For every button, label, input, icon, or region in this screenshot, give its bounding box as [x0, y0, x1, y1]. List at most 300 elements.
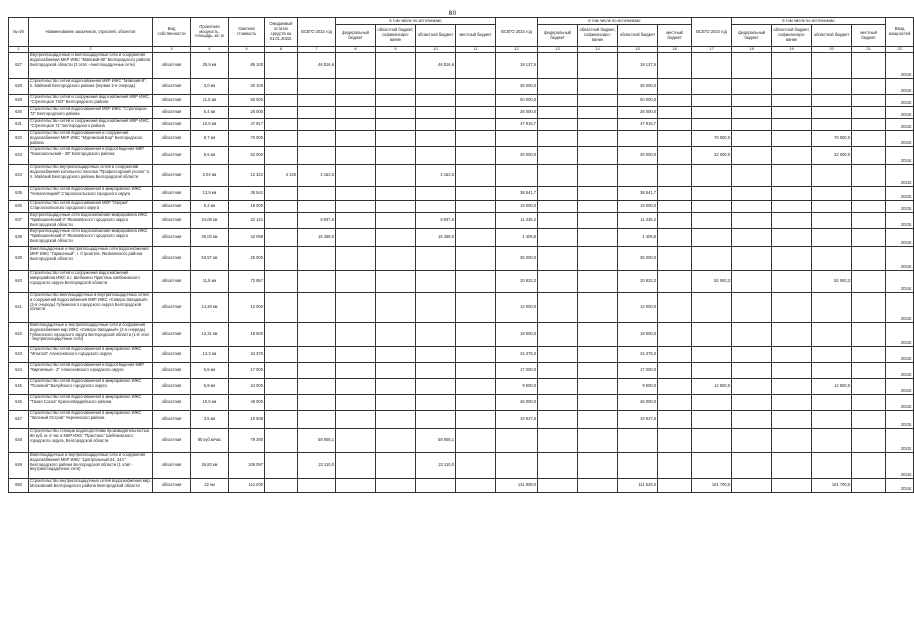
completion-cell: 2023г.	[886, 213, 914, 229]
row-number: 650	[9, 479, 29, 493]
total-2024-cell	[692, 229, 732, 247]
ownership-cell: областная	[153, 271, 191, 293]
completion-cell: 2023г.	[886, 411, 914, 429]
row-number: 631	[9, 119, 29, 131]
local-2024-cell	[852, 187, 886, 201]
column-number: 1	[9, 47, 29, 53]
local-2023-cell	[658, 147, 692, 165]
regional-cofin-2023-cell	[578, 131, 618, 147]
object-name: Строительство сетей водоснабжения в микрорайоне ИЖС "Тихая Сосна" Красногвардейского района	[29, 395, 153, 411]
federal-2024-cell	[732, 293, 772, 323]
row-number: 641	[9, 293, 29, 323]
row-number: 638	[9, 229, 29, 247]
header-no: № п/п	[9, 18, 29, 47]
regional-cofin-2024-cell	[772, 165, 812, 187]
regional-cofin-2024-cell	[772, 213, 812, 229]
row-number: 636	[9, 201, 29, 213]
federal-2024-cell	[732, 53, 772, 79]
regional-2023-cell: 18 500,0	[618, 323, 658, 347]
federal-2023-cell	[538, 453, 578, 479]
local-2022-cell	[456, 363, 496, 379]
object-name: Строительство сетей водоснабжения в микрорайоне ИЖС "Зеленый Остров" Чернянского района	[29, 411, 153, 429]
table-row	[9, 95, 914, 107]
regional-2024-cell	[812, 213, 852, 229]
local-2023-cell	[658, 453, 692, 479]
federal-2023-cell	[538, 119, 578, 131]
row-number: 646	[9, 395, 29, 411]
balance-cell	[265, 187, 298, 201]
row-number: 647	[9, 411, 29, 429]
local-2023-cell	[658, 379, 692, 395]
balance-cell	[265, 107, 298, 119]
federal-2023-cell	[538, 131, 578, 147]
total-2023-cell: 25 000,0	[496, 107, 538, 119]
federal-2023-cell	[538, 429, 578, 453]
object-name: Строительство сетей водоснабжения МКР ИЖС "Стрелецкое 72" Белгородского района	[29, 107, 153, 119]
object-name: Внутриплощадочные и внеплощадочные сети и сооружения водоснабжения МКР ИЖС "Майский-80" Белгородского района Белгородской области (3 этап - внеплощадочные сети)	[29, 53, 153, 79]
regional-2022-cell	[416, 363, 456, 379]
cost-cell: 12 322	[229, 165, 265, 187]
table-row	[9, 131, 914, 147]
local-2023-cell	[658, 79, 692, 95]
header-federal-2024: федеральный бюджет	[732, 25, 772, 47]
regional-cofin-2023-cell	[578, 453, 618, 479]
capacity-cell: 3,0 км	[191, 79, 229, 95]
completion-cell: 2023г.	[886, 95, 914, 107]
total-2023-cell: 18 127,6	[496, 53, 538, 79]
regional-2022-cell	[416, 147, 456, 165]
total-2024-cell	[692, 429, 732, 453]
header-total-2023: ВСЕГО 2023 год	[496, 18, 538, 47]
table-row	[9, 201, 914, 213]
regional-2024-cell	[812, 53, 852, 79]
local-2022-cell	[456, 395, 496, 411]
regional-cofin-2022-cell	[376, 453, 416, 479]
total-2024-cell	[692, 213, 732, 229]
header-name: Наименование заказчиков, отраслей, объектов	[29, 18, 153, 47]
federal-2024-cell	[732, 247, 772, 271]
row-number: 632	[9, 131, 29, 147]
cost-cell: 24 000	[229, 379, 265, 395]
regional-cofin-2022-cell	[376, 363, 416, 379]
federal-2023-cell	[538, 213, 578, 229]
row-number: 628	[9, 79, 29, 95]
balance-cell	[265, 429, 298, 453]
federal-2024-cell	[732, 363, 772, 379]
total-2024-cell	[692, 347, 732, 363]
local-2022-cell	[456, 165, 496, 187]
completion-cell: 2023г.	[886, 247, 914, 271]
regional-cofin-2024-cell	[772, 363, 812, 379]
balance-cell	[265, 293, 298, 323]
investment-program-table	[8, 17, 914, 493]
header-completion: Ввод мощностей	[886, 18, 914, 47]
object-name: Внеплощадочные и внутриплощадочные сети и сооружения водоснабжения МКР ИЖС "Центральный-24, 24А" Белгородского района Белгородской области (1 этап - внутриплощадочные сети)	[29, 453, 153, 479]
table-row	[9, 165, 914, 187]
total-2022-cell	[298, 119, 336, 131]
row-number: 634	[9, 165, 29, 187]
cost-cell: 42 098	[229, 229, 265, 247]
regional-cofin-2022-cell	[376, 213, 416, 229]
local-2024-cell	[852, 395, 886, 411]
table-row	[9, 479, 914, 493]
completion-cell: 2023г.	[886, 201, 914, 213]
regional-2022-cell	[416, 271, 456, 293]
header-balance: Ожидаемый остаток средств на 01.01.2022г.	[265, 18, 298, 47]
ownership-cell: областная	[153, 95, 191, 107]
capacity-cell: 80 куб.м/час	[191, 429, 229, 453]
regional-cofin-2022-cell	[376, 187, 416, 201]
total-2024-cell	[692, 293, 732, 323]
ownership-cell: областная	[153, 131, 191, 147]
local-2024-cell	[852, 363, 886, 379]
local-2022-cell	[456, 131, 496, 147]
regional-2023-cell: 46 000,0	[618, 395, 658, 411]
header-local-2022: местный бюджет	[456, 25, 496, 47]
object-name: Внутриплощадочные сети водоснабжения микрорайона ИЖС "Кривошеевский-3" Яковлевского городского округа Белгородской области	[29, 213, 153, 229]
cost-cell: 22 121	[229, 213, 265, 229]
regional-cofin-2023-cell	[578, 363, 618, 379]
ownership-cell: областная	[153, 147, 191, 165]
completion-cell: 2023г.	[886, 323, 914, 347]
regional-2022-cell	[416, 395, 456, 411]
federal-2022-cell	[336, 147, 376, 165]
regional-2024-cell: 52 083,3	[812, 271, 852, 293]
regional-cofin-2023-cell	[578, 229, 618, 247]
local-2022-cell	[456, 323, 496, 347]
regional-2024-cell	[812, 347, 852, 363]
completion-cell: 2023г.	[886, 79, 914, 95]
completion-cell: 2023г.	[886, 347, 914, 363]
balance-cell	[265, 453, 298, 479]
regional-cofin-2023-cell	[578, 107, 618, 119]
regional-cofin-2024-cell	[772, 395, 812, 411]
local-2024-cell	[852, 95, 886, 107]
federal-2023-cell	[538, 411, 578, 429]
regional-2024-cell	[812, 201, 852, 213]
local-2022-cell	[456, 247, 496, 271]
regional-2024-cell	[812, 119, 852, 131]
total-2022-cell	[298, 147, 336, 165]
regional-cofin-2022-cell	[376, 229, 416, 247]
regional-2022-cell	[416, 379, 456, 395]
local-2024-cell	[852, 213, 886, 229]
capacity-cell: 6,9 км	[191, 379, 229, 395]
header-total-2022: ВСЕГО 2022 год	[298, 18, 336, 47]
page-number: 80	[448, 10, 457, 17]
federal-2023-cell	[538, 247, 578, 271]
regional-2024-cell: 14 500,0	[812, 379, 852, 395]
balance-cell	[265, 379, 298, 395]
regional-cofin-2024-cell	[772, 229, 812, 247]
regional-2023-cell: 19 000,0	[618, 201, 658, 213]
regional-2023-cell: 111 520,0	[618, 479, 658, 493]
regional-2022-cell	[416, 119, 456, 131]
header-regional-cofin-2024: областной бюджет, софинансиро-вание	[772, 25, 812, 47]
row-number: 644	[9, 363, 29, 379]
regional-2022-cell: 59 908,1	[416, 429, 456, 453]
total-2023-cell: 9 500,0	[496, 379, 538, 395]
local-2022-cell	[456, 53, 496, 79]
federal-2023-cell	[538, 363, 578, 379]
total-2022-cell	[298, 293, 336, 323]
local-2024-cell	[852, 53, 886, 79]
regional-2023-cell: 12 000,0	[618, 293, 658, 323]
local-2023-cell	[658, 479, 692, 493]
total-2023-cell: 50 000,0	[496, 95, 538, 107]
regional-2024-cell	[812, 453, 852, 479]
total-2023-cell	[496, 453, 538, 479]
regional-cofin-2023-cell	[578, 247, 618, 271]
federal-2022-cell	[336, 119, 376, 131]
regional-2022-cell	[416, 479, 456, 493]
federal-2022-cell	[336, 165, 376, 187]
header-sources-2023: в том числе по источникам:	[538, 18, 692, 25]
object-name: Строительство внеплощадочных и внутриплощадочных сетей и сооружений водоснабжения МКР ИЖС «Северо-Западный» (2-я очередь) Губкинского городского округа Белгородской области	[29, 293, 153, 323]
local-2022-cell	[456, 379, 496, 395]
regional-2024-cell	[812, 95, 852, 107]
balance-cell	[265, 229, 298, 247]
regional-2024-cell	[812, 411, 852, 429]
total-2024-cell: 70 000,0	[692, 131, 732, 147]
regional-2023-cell: 38 541,7	[618, 187, 658, 201]
capacity-cell: 14,28 км	[191, 293, 229, 323]
completion-cell: 2023г.	[886, 293, 914, 323]
ownership-cell: областная	[153, 429, 191, 453]
federal-2022-cell	[336, 271, 376, 293]
regional-2022-cell	[416, 95, 456, 107]
object-name: Строительство внутриплощадочных сетей и сооружений водоснабжения котельного поселка "Профессорский уголок" в п. Майский Белгородского района Белгородской области	[29, 165, 153, 187]
header-cost: Сметная стоимость	[229, 18, 265, 47]
federal-2023-cell	[538, 479, 578, 493]
table-row	[9, 271, 914, 293]
object-name: Строительство сетей водоснабжения и сооружений водоснабжения МКР ИЖС "Муромский Бор" Белгородского района	[29, 131, 153, 147]
ownership-cell: областная	[153, 165, 191, 187]
local-2022-cell	[456, 119, 496, 131]
row-number: 645	[9, 379, 29, 395]
regional-2022-cell: 4 163,5	[416, 165, 456, 187]
balance-cell	[265, 247, 298, 271]
local-2023-cell	[658, 395, 692, 411]
federal-2024-cell	[732, 379, 772, 395]
capacity-cell: 9,5 км	[191, 147, 229, 165]
federal-2023-cell	[538, 379, 578, 395]
regional-2024-cell	[812, 323, 852, 347]
federal-2024-cell	[732, 147, 772, 165]
federal-2024-cell	[732, 165, 772, 187]
regional-2024-cell	[812, 293, 852, 323]
regional-cofin-2024-cell	[772, 429, 812, 453]
regional-cofin-2023-cell	[578, 165, 618, 187]
cost-cell: 10 938	[229, 411, 265, 429]
regional-cofin-2023-cell	[578, 429, 618, 453]
regional-2024-cell	[812, 165, 852, 187]
header-federal-2022: федеральный бюджет	[336, 25, 376, 47]
cost-cell: 12 000	[229, 293, 265, 323]
local-2022-cell	[456, 347, 496, 363]
object-name: Внеплощадочные и внутриплощадочные сети и сооружения водоснабжения мкр ИЖС «Северо-Западный» (2-я очередь) Губкинского городского округа Белгородской области (1-й этап - внутриплощадочные сети)	[29, 323, 153, 347]
row-number: 649	[9, 453, 29, 479]
total-2024-cell	[692, 247, 732, 271]
regional-cofin-2022-cell	[376, 201, 416, 213]
balance-cell	[265, 79, 298, 95]
total-2022-cell	[298, 379, 336, 395]
federal-2023-cell	[538, 347, 578, 363]
regional-cofin-2024-cell	[772, 187, 812, 201]
balance-cell	[265, 479, 298, 493]
regional-2024-cell	[812, 79, 852, 95]
ownership-cell: областная	[153, 201, 191, 213]
table-row	[9, 187, 914, 201]
ownership-cell: областная	[153, 187, 191, 201]
total-2022-cell	[298, 95, 336, 107]
completion-cell: 2023г.	[886, 395, 914, 411]
federal-2023-cell	[538, 53, 578, 79]
federal-2023-cell	[538, 201, 578, 213]
federal-2024-cell	[732, 131, 772, 147]
cost-cell: 46 000	[229, 395, 265, 411]
regional-cofin-2024-cell	[772, 79, 812, 95]
row-number: 633	[9, 147, 29, 165]
total-2024-cell	[692, 53, 732, 79]
column-number: 17	[692, 47, 732, 53]
federal-2022-cell	[336, 293, 376, 323]
regional-cofin-2024-cell	[772, 131, 812, 147]
regional-2024-cell	[812, 107, 852, 119]
row-number: 637	[9, 213, 29, 229]
column-number: 11	[456, 47, 496, 53]
regional-cofin-2023-cell	[578, 411, 618, 429]
completion-cell: 2024г.	[886, 271, 914, 293]
local-2024-cell	[852, 247, 886, 271]
cost-cell: 72 957	[229, 271, 265, 293]
cost-cell: 50 000	[229, 95, 265, 107]
federal-2022-cell	[336, 453, 376, 479]
capacity-cell: 11,5 км	[191, 95, 229, 107]
federal-2023-cell	[538, 271, 578, 293]
regional-cofin-2022-cell	[376, 53, 416, 79]
regional-cofin-2024-cell	[772, 147, 812, 165]
local-2022-cell	[456, 213, 496, 229]
local-2023-cell	[658, 213, 692, 229]
row-number: 640	[9, 271, 29, 293]
cost-cell: 25 000	[229, 107, 265, 119]
regional-cofin-2023-cell	[578, 323, 618, 347]
total-2024-cell: 14 500,0	[692, 379, 732, 395]
local-2023-cell	[658, 347, 692, 363]
ownership-cell: областная	[153, 363, 191, 379]
regional-cofin-2023-cell	[578, 53, 618, 79]
local-2024-cell	[852, 165, 886, 187]
total-2022-cell: 22 110,0	[298, 453, 336, 479]
total-2024-cell	[692, 187, 732, 201]
federal-2024-cell	[732, 479, 772, 493]
total-2023-cell: 131 908,0	[496, 479, 538, 493]
federal-2024-cell	[732, 347, 772, 363]
capacity-cell: 13,31 км	[191, 323, 229, 347]
federal-2023-cell	[538, 107, 578, 119]
object-name: Строительство сетей водоснабжения в микрорайоне ИЖС "Новоселецкий" Старооскольского городского округа	[29, 187, 153, 201]
total-2023-cell: 47 916,7	[496, 119, 538, 131]
total-2023-cell: 38 541,7	[496, 187, 538, 201]
regional-2022-cell: 16 258,0	[416, 229, 456, 247]
federal-2022-cell	[336, 429, 376, 453]
capacity-cell: 10,6 км	[191, 395, 229, 411]
local-2022-cell	[456, 79, 496, 95]
federal-2022-cell	[336, 229, 376, 247]
regional-2022-cell	[416, 131, 456, 147]
regional-2023-cell: 25 000,0	[618, 107, 658, 119]
table-row	[9, 247, 914, 271]
regional-2022-cell	[416, 247, 456, 271]
regional-cofin-2024-cell	[772, 53, 812, 79]
regional-cofin-2022-cell	[376, 323, 416, 347]
total-2024-cell	[692, 165, 732, 187]
federal-2024-cell	[732, 79, 772, 95]
regional-cofin-2022-cell	[376, 147, 416, 165]
capacity-cell: 6,5 км	[191, 363, 229, 379]
total-2023-cell: 20 833,3	[496, 271, 538, 293]
regional-cofin-2024-cell	[772, 119, 812, 131]
column-number: 21	[852, 47, 886, 53]
regional-cofin-2022-cell	[376, 131, 416, 147]
local-2022-cell	[456, 411, 496, 429]
total-2024-cell	[692, 119, 732, 131]
capacity-cell: 53,57 км	[191, 247, 229, 271]
ownership-cell: областная	[153, 229, 191, 247]
local-2024-cell	[852, 293, 886, 323]
regional-2022-cell	[416, 107, 456, 119]
regional-cofin-2023-cell	[578, 213, 618, 229]
regional-2023-cell: 25 000,0	[618, 247, 658, 271]
column-number: 7	[298, 47, 336, 53]
column-number: 16	[658, 47, 692, 53]
regional-2023-cell	[618, 165, 658, 187]
cost-cell: 70 000	[229, 131, 265, 147]
regional-cofin-2022-cell	[376, 379, 416, 395]
federal-2022-cell	[336, 95, 376, 107]
total-2022-cell	[298, 347, 336, 363]
balance-cell	[265, 363, 298, 379]
cost-cell: 25 000	[229, 247, 265, 271]
total-2022-cell	[298, 201, 336, 213]
cost-cell: 85 100	[229, 53, 265, 79]
regional-2022-cell	[416, 79, 456, 95]
local-2023-cell	[658, 293, 692, 323]
completion-cell: 2023г.	[886, 187, 914, 201]
column-number: 9	[376, 47, 416, 53]
header-sources-2024: в том числе по источникам:	[732, 18, 886, 25]
regional-cofin-2024-cell	[772, 201, 812, 213]
regional-cofin-2022-cell	[376, 411, 416, 429]
total-2024-cell	[692, 107, 732, 119]
regional-2024-cell	[812, 247, 852, 271]
regional-cofin-2022-cell	[376, 165, 416, 187]
balance-cell	[265, 95, 298, 107]
row-number: 629	[9, 95, 29, 107]
balance-cell	[265, 395, 298, 411]
local-2023-cell	[658, 271, 692, 293]
object-name: Строительство сетей водоснабжения и водоотведения МКР "Комсомольский - 39" Белгородского района	[29, 147, 153, 165]
balance-cell	[265, 119, 298, 131]
regional-2022-cell	[416, 293, 456, 323]
completion-cell: 2022г.	[886, 429, 914, 453]
local-2022-cell	[456, 147, 496, 165]
local-2023-cell	[658, 131, 692, 147]
total-2023-cell	[496, 165, 538, 187]
balance-cell	[265, 323, 298, 347]
object-name: Строительство сетей водоснабжения МКР ИЖС "Майский-8", п. Майский Белгородского района (первая 2-я очередь)	[29, 79, 153, 95]
